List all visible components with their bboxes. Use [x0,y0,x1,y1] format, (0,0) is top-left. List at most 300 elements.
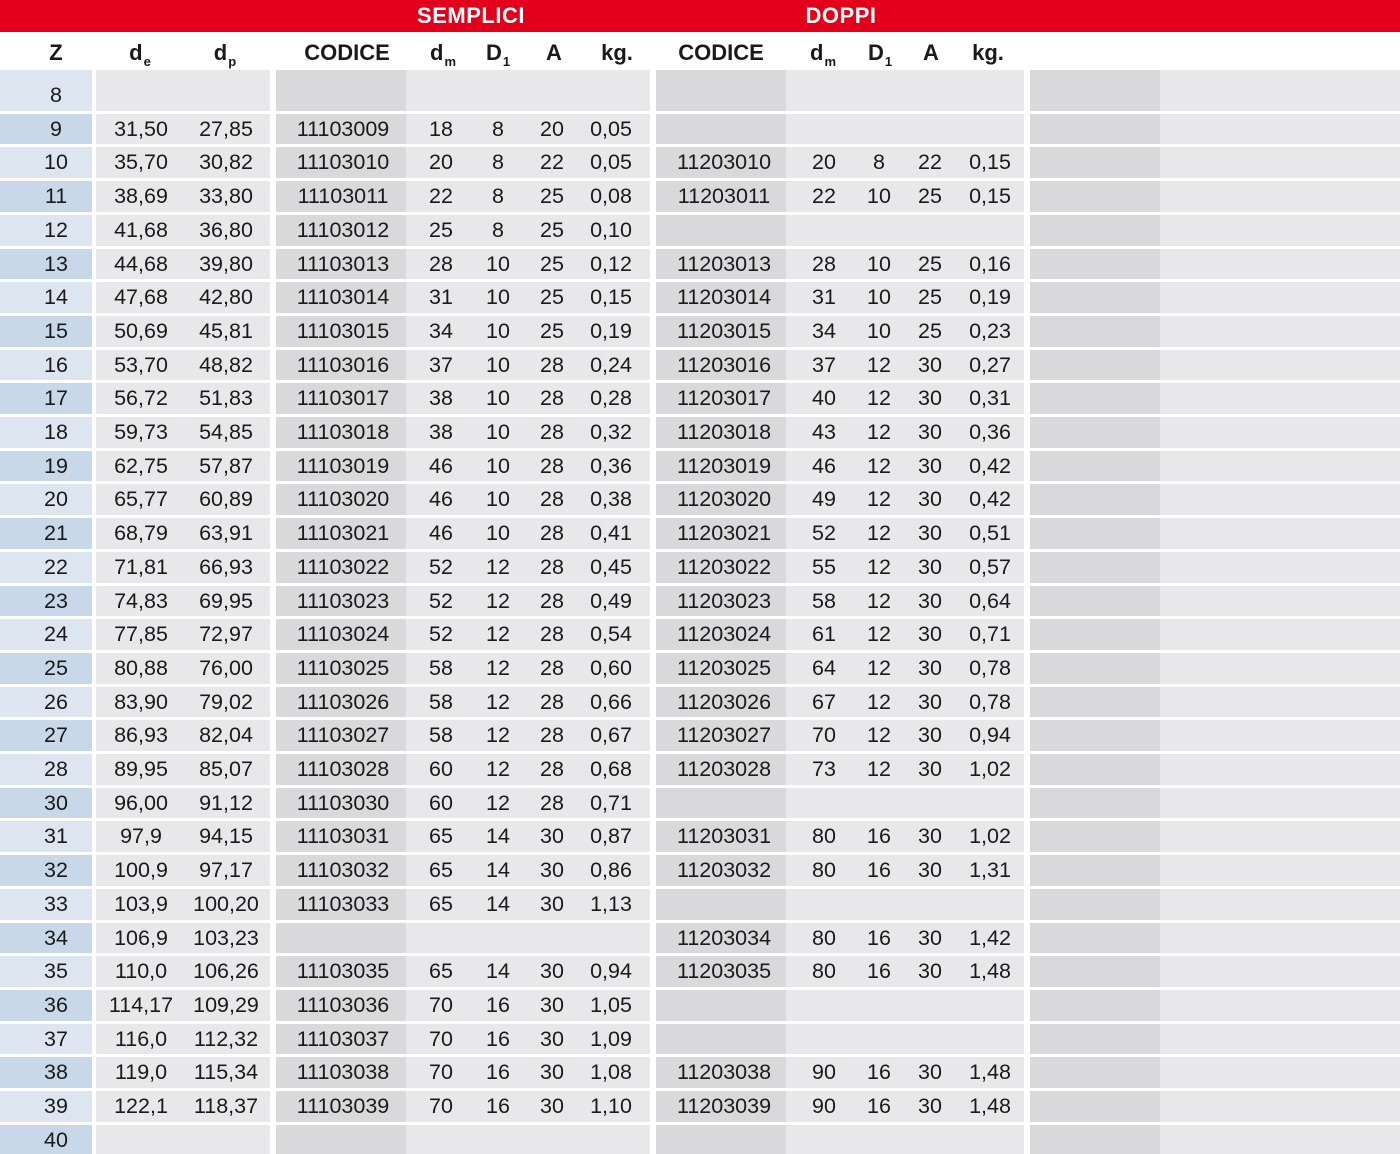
cell-de: 83,90 [114,689,168,714]
cell-doppi-a: 30 [918,858,942,883]
cell-z: 11 [44,184,68,209]
cell-doppi-kg: 0,78 [969,655,1011,680]
cell-semplici-d1: 8 [492,184,504,209]
cell-dp: 115,34 [193,1060,259,1085]
cell-semplici-kg: 0,60 [590,655,632,680]
cell-de [100,79,182,112]
cell-de: 53,70 [114,352,168,377]
cell-dp: 109,29 [193,992,259,1017]
cell-semplici-dm [412,79,470,112]
cell-doppi-a: 30 [918,925,942,950]
cell-z: 34 [44,925,68,950]
cell-z: 8 [50,83,62,107]
cell-semplici-codice: 11103030 [296,790,390,815]
cell-doppi-dm: 80 [812,858,836,883]
cell-semplici-dm: 65 [429,891,453,916]
cell-semplici-dm: 46 [429,521,453,546]
cell-doppi-d1: 16 [867,1060,891,1085]
header-doppi-d1: $D_1$ [867,40,893,69]
cell-doppi-codice: 11203034 [676,925,772,950]
cell-de: 106,9 [114,925,168,950]
cell-doppi-a: 30 [918,1060,942,1085]
cell-doppi-codice: 11203017 [676,386,772,411]
cell-de: 38,69 [114,184,168,209]
cell-dp: 45,81 [199,318,253,343]
cell-de: 77,85 [114,622,168,647]
cell-semplici-kg: 0,05 [590,150,632,175]
cell-dp: 82,04 [199,723,253,748]
cell-semplici-a [526,1124,578,1154]
cell-doppi-codice: 11203022 [676,554,772,579]
cell-doppi-a: 30 [918,622,942,647]
cell-semplici-kg: 0,67 [590,723,632,748]
cell-semplici-dm: 65 [429,824,453,849]
cell-doppi-codice [660,888,788,921]
cell-de: 41,68 [114,217,168,242]
cell-doppi-kg [956,787,1024,820]
cell-dp: 54,85 [199,420,253,444]
cell-semplici-codice: 11103020 [296,487,390,512]
cell-doppi-codice: 11203038 [676,1060,772,1085]
cell-semplici-dm: 70 [429,992,453,1017]
cell-semplici-dm: 38 [429,386,453,411]
cell-doppi-d1 [852,989,906,1022]
cell-z: 38 [44,1060,68,1085]
cell-doppi-kg: 1,48 [969,1060,1011,1085]
cell-semplici-dm: 31 [429,285,453,310]
cell-semplici-d1: 12 [486,655,510,680]
extra-light-column [1160,70,1400,1154]
cell-semplici-kg [578,922,644,955]
cell-z: 40 [44,1127,68,1152]
cell-doppi-codice: 11203016 [676,352,772,377]
cell-de: 96,00 [114,790,168,815]
cell-doppi-codice: 11203026 [676,689,772,714]
cell-z: 9 [50,116,62,141]
cell-dp: 57,87 [199,453,253,478]
cell-semplici-a: 30 [540,824,564,849]
cell-semplici-codice: 11103023 [296,588,390,613]
cell-semplici-dm: 22 [429,184,453,209]
cell-doppi-dm [796,888,852,921]
cell-dp: 27,85 [199,116,253,141]
cell-doppi-d1 [852,214,906,247]
cell-doppi-a: 30 [918,588,942,613]
cell-doppi-kg: 0,57 [969,554,1011,579]
cell-doppi-kg [956,113,1024,146]
cell-semplici-codice: 11103021 [296,521,390,546]
cell-doppi-dm: 55 [812,554,836,579]
cell-semplici-codice: 11103019 [296,453,390,478]
cell-doppi-a: 25 [918,251,942,276]
cell-z: 12 [44,217,68,242]
cell-doppi-dm [796,1124,852,1154]
cell-doppi-dm: 28 [812,251,836,276]
cell-semplici-a: 22 [540,150,564,175]
cell-doppi-d1: 12 [867,554,891,579]
cell-semplici-dm: 52 [429,588,453,613]
cell-semplici-dm [412,1124,470,1154]
cell-de: 71,81 [114,554,168,579]
cell-semplici-d1: 14 [486,824,510,849]
cell-z: 21 [44,521,68,546]
cell-semplici-d1: 12 [486,723,510,748]
cell-de: 119,0 [114,1060,168,1085]
cell-semplici-a: 28 [540,790,564,815]
cell-semplici-dm: 52 [429,622,453,647]
cell-doppi-kg: 0,42 [969,453,1011,478]
cell-doppi-dm: 61 [812,622,836,647]
cell-doppi-codice [660,214,788,247]
cell-doppi-d1 [852,888,906,921]
cell-semplici-dm: 58 [429,655,453,680]
cell-doppi-kg: 0,51 [969,521,1011,546]
cell-doppi-d1: 12 [867,723,891,748]
cell-doppi-a: 30 [918,723,942,748]
cell-doppi-d1: 12 [867,588,891,613]
cell-doppi-dm [796,79,852,112]
cell-semplici-d1: 10 [486,487,510,512]
cell-semplici-d1: 16 [486,1026,510,1051]
cell-z: 14 [44,285,68,310]
cell-doppi-kg: 1,48 [969,1094,1011,1118]
cell-z: 16 [44,352,68,377]
cell-semplici-kg: 1,13 [590,891,632,916]
cell-semplici-d1: 14 [486,858,510,883]
cell-doppi-d1: 8 [873,150,885,175]
cell-doppi-dm: 67 [812,689,836,714]
cell-semplici-d1: 14 [486,959,510,984]
cell-dp: 69,95 [199,588,253,613]
cell-semplici-codice: 11103013 [296,251,390,276]
cell-doppi-kg [956,989,1024,1022]
cell-de: 68,79 [114,521,168,546]
cell-dp: 97,17 [199,858,253,883]
cell-doppi-kg: 0,27 [969,352,1011,377]
cell-z: 39 [44,1094,68,1118]
cell-doppi-dm: 64 [812,655,836,680]
cell-doppi-a: 30 [918,521,942,546]
cell-semplici-a: 28 [540,554,564,579]
cell-semplici-dm [412,922,470,955]
cell-z: 10 [44,150,68,175]
cell-doppi-codice: 11203025 [676,655,772,680]
cell-semplici-dm: 18 [429,116,453,141]
cell-semplici-kg: 0,05 [590,116,632,141]
cell-semplici-codice: 11103039 [296,1094,390,1118]
cell-semplici-kg: 1,10 [590,1094,632,1118]
cell-semplici-codice: 11103038 [296,1060,390,1085]
cell-doppi-a: 30 [918,757,942,781]
cell-doppi-kg: 0,78 [969,689,1011,714]
cell-semplici-dm: 70 [429,1094,453,1118]
cell-semplici-a: 30 [540,1060,564,1085]
cell-doppi-d1: 16 [867,925,891,950]
header-dp: $d_p$ [213,40,237,69]
cell-doppi-a [904,1023,956,1056]
cell-doppi-d1: 10 [867,285,891,310]
cell-semplici-codice [280,1124,406,1154]
header-doppi-kg: kg. [972,40,1004,65]
cell-doppi-codice: 11203013 [676,251,772,276]
cell-de: 56,72 [114,386,168,411]
cell-semplici-codice: 11103017 [296,386,390,411]
cell-semplici-d1 [470,79,526,112]
cell-semplici-codice: 11103009 [296,116,390,141]
cell-z: 36 [44,992,68,1017]
cell-semplici-dm: 70 [429,1060,453,1085]
cell-semplici-codice [280,79,406,112]
header-semplici-a: A [546,40,562,65]
cell-dp [185,1124,267,1154]
cell-z: 25 [44,655,68,680]
cell-semplici-codice: 11103037 [296,1026,390,1051]
cell-semplici-a: 30 [540,858,564,883]
cell-semplici-d1: 10 [486,386,510,411]
cell-semplici-d1: 10 [486,521,510,546]
cell-doppi-d1: 16 [867,824,891,849]
cell-doppi-a [904,787,956,820]
cell-de: 100,9 [114,858,168,883]
cell-dp: 118,37 [193,1094,259,1118]
cell-de: 116,0 [114,1026,168,1051]
cell-semplici-d1: 12 [486,790,510,815]
cell-doppi-d1: 10 [867,318,891,343]
header-semplici-d1: $D_1$ [485,40,511,69]
cell-semplici-kg: 0,68 [590,757,632,781]
cell-semplici-a: 30 [540,891,564,916]
cell-doppi-codice: 11203019 [676,453,772,478]
cell-doppi-kg: 0,71 [969,622,1011,647]
cell-dp: 39,80 [199,251,253,276]
cell-doppi-dm: 20 [812,150,836,175]
cell-doppi-codice: 11203031 [676,824,772,849]
cell-semplici-a: 25 [540,217,564,242]
cell-semplici-d1: 8 [492,217,504,242]
cell-doppi-d1: 12 [867,453,891,478]
cell-dp: 85,07 [199,757,253,781]
cell-semplici-kg: 0,86 [590,858,632,883]
cell-doppi-codice: 11203014 [676,285,772,310]
cell-doppi-codice: 11203015 [676,318,772,343]
cell-semplici-a: 25 [540,285,564,310]
cell-doppi-d1: 16 [867,1094,891,1118]
cell-semplici-a: 28 [540,622,564,647]
cell-semplici-kg: 0,87 [590,824,632,849]
cell-dp: 60,89 [199,487,253,512]
cell-doppi-dm: 90 [812,1060,836,1085]
cell-semplici-codice: 11103028 [296,757,390,781]
cell-de: 74,83 [114,588,168,613]
cell-doppi-dm: 34 [812,318,836,343]
cell-semplici-d1: 16 [486,1060,510,1085]
cell-doppi-codice: 11203027 [676,723,772,748]
cell-semplici-kg: 1,08 [590,1060,632,1085]
cell-semplici-dm: 20 [429,150,453,175]
cell-de: 97,9 [120,824,162,849]
cell-doppi-a [904,989,956,1022]
cell-doppi-d1: 12 [867,420,891,444]
cell-z: 30 [44,790,68,815]
cell-doppi-codice: 11203023 [676,588,772,613]
cell-doppi-a: 30 [918,689,942,714]
cell-semplici-kg: 0,41 [590,521,632,546]
cell-semplici-dm: 65 [429,858,453,883]
group-title-semplici: SEMPLICI [417,3,525,28]
cell-doppi-a: 30 [918,824,942,849]
cell-semplici-a: 28 [540,420,564,444]
cell-doppi-dm: 90 [812,1094,836,1118]
cell-de: 103,9 [114,891,168,916]
cell-semplici-d1: 8 [492,150,504,175]
cell-doppi-codice: 11203039 [676,1094,772,1118]
cell-semplici-a: 28 [540,689,564,714]
cell-dp: 30,82 [199,150,253,175]
cell-doppi-codice: 11203011 [677,184,771,209]
cell-semplici-kg: 0,12 [590,251,632,276]
cell-doppi-dm [796,787,852,820]
cell-z: 20 [44,487,68,512]
cell-semplici-a: 20 [540,116,564,141]
cell-doppi-dm: 37 [812,352,836,377]
cell-de: 114,17 [108,992,174,1017]
cell-dp: 76,00 [199,655,253,680]
cell-doppi-dm [796,989,852,1022]
cell-semplici-a: 30 [540,992,564,1017]
cell-semplici-dm: 65 [429,959,453,984]
cell-doppi-kg: 1,31 [969,858,1011,883]
cell-semplici-codice: 11103024 [296,622,390,647]
header-doppi-a: A [923,40,939,65]
cell-semplici-kg [578,79,644,112]
cell-doppi-d1: 16 [867,959,891,984]
cell-doppi-d1: 16 [867,858,891,883]
cell-semplici-a: 28 [540,386,564,411]
cell-semplici-a: 28 [540,588,564,613]
cell-semplici-codice: 11103036 [296,992,390,1017]
cell-doppi-codice [660,1124,788,1154]
cell-semplici-d1: 16 [486,992,510,1017]
cell-semplici-dm: 60 [429,757,453,781]
cell-semplici-d1: 10 [486,285,510,310]
cell-doppi-dm: 31 [812,285,836,310]
cell-semplici-codice: 11103033 [296,891,390,916]
cell-semplici-d1: 14 [486,891,510,916]
cell-doppi-d1 [852,787,906,820]
cell-semplici-codice: 11103027 [296,723,390,748]
cell-semplici-codice: 11103035 [296,959,390,984]
cell-semplici-dm: 38 [429,420,453,444]
cell-semplici-codice: 11103012 [296,217,390,242]
cell-semplici-d1: 10 [486,420,510,444]
cell-doppi-dm: 52 [812,521,836,546]
cell-doppi-codice [660,989,788,1022]
cell-doppi-codice: 11203021 [676,521,772,546]
cell-doppi-d1 [852,1124,906,1154]
cell-semplici-dm: 58 [429,689,453,714]
cell-semplici-dm: 46 [429,453,453,478]
cell-semplici-a: 28 [540,521,564,546]
cell-doppi-codice: 11203020 [676,487,772,512]
cell-de: 62,75 [114,453,168,478]
extra-dark-column [1030,70,1160,1154]
cell-de: 47,68 [114,285,168,310]
cell-z: 32 [44,858,68,883]
cell-semplici-kg: 0,66 [590,689,632,714]
cell-semplici-codice [280,922,406,955]
cell-semplici-a: 28 [540,757,564,781]
cell-doppi-kg: 0,19 [969,285,1011,310]
header-semplici-dm: $d_m$ [429,40,456,69]
cell-doppi-d1: 12 [867,622,891,647]
cell-semplici-a: 25 [540,184,564,209]
cell-z: 37 [44,1026,68,1051]
header-z: Z [49,40,63,65]
cell-de: 50,69 [114,318,168,343]
cell-doppi-d1: 12 [867,757,891,781]
cell-z: 33 [44,891,68,916]
cell-doppi-d1: 12 [867,386,891,411]
cell-doppi-d1: 12 [867,689,891,714]
cell-z: 24 [44,622,68,647]
cell-de: 59,73 [114,420,168,444]
cell-doppi-a: 30 [918,1094,942,1118]
cell-semplici-kg: 0,71 [590,790,632,815]
cell-de: 80,88 [114,655,168,680]
cell-semplici-codice: 11103018 [296,420,390,444]
cell-semplici-kg: 0,32 [590,420,632,444]
cell-semplici-kg: 0,49 [590,588,632,613]
cell-doppi-d1 [852,1023,906,1056]
cell-doppi-kg: 1,42 [969,925,1011,950]
cell-semplici-dm: 37 [429,352,453,377]
cell-doppi-codice [660,1023,788,1056]
cell-doppi-a [904,79,956,112]
cell-doppi-d1: 12 [867,487,891,512]
cell-doppi-kg [956,79,1024,112]
cell-z: 31 [44,824,68,849]
cell-semplici-codice: 11103022 [296,554,390,579]
cell-semplici-d1 [470,1124,526,1154]
cell-semplici-codice: 11103011 [297,184,389,209]
cell-doppi-kg: 0,64 [969,588,1011,613]
cell-doppi-dm [796,214,852,247]
cell-z: 26 [44,689,68,714]
cell-semplici-kg [578,1124,644,1154]
cell-de: 35,70 [114,150,168,175]
cell-doppi-a: 30 [918,453,942,478]
cell-dp [185,79,267,112]
cell-dp: 91,12 [199,790,253,815]
cell-dp: 48,82 [199,352,253,377]
cell-doppi-a: 30 [918,554,942,579]
cell-doppi-dm [796,113,852,146]
cell-doppi-a [904,888,956,921]
cell-semplici-kg: 0,10 [590,217,632,242]
cell-de: 89,95 [114,757,168,781]
cell-semplici-dm: 46 [429,487,453,512]
cell-doppi-dm: 80 [812,925,836,950]
cell-semplici-kg: 0,54 [590,622,632,647]
header-semplici-codice: CODICE [304,40,390,65]
cell-semplici-d1: 10 [486,453,510,478]
cell-semplici-d1 [470,922,526,955]
cell-doppi-a [904,214,956,247]
header-doppi-dm: $d_m$ [809,40,836,69]
cell-semplici-dm: 25 [429,217,453,242]
cell-de: 31,50 [114,116,168,141]
cell-z: 15 [44,318,68,343]
